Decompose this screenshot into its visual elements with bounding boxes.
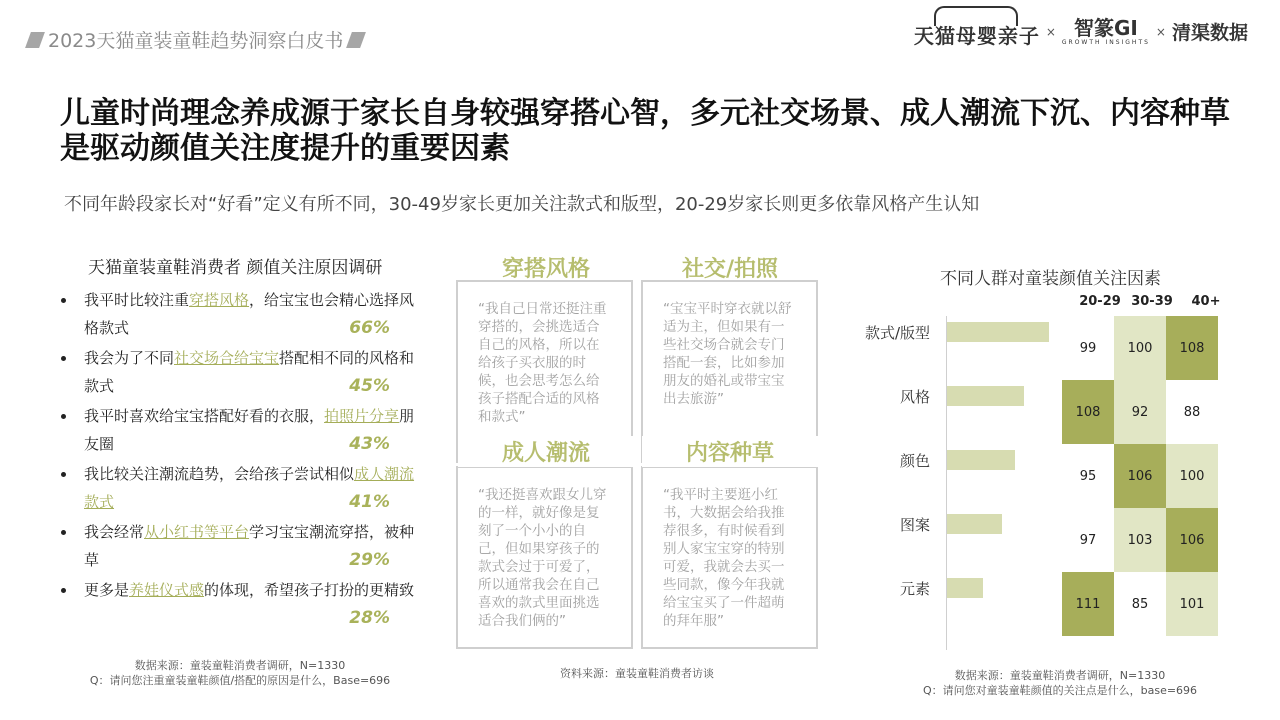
row-label: 图案: [899, 516, 930, 534]
list-item: [58, 460, 418, 518]
row-label: 元素: [899, 580, 930, 598]
chart-axis: [946, 316, 947, 650]
quote-box-social: “宝宝平时穿衣就以舒适为主，但如果有一些社交场合就会专门搭配一套，比如参加朋友的婚礼或带宝宝出去旅游”: [641, 280, 818, 463]
value-cell: 106: [1166, 508, 1218, 572]
factor-bar: [947, 322, 1049, 342]
quote-box-style: “我自己日常还挺注重穿搭的，会挑选适合自己的风格，所以在给孩子买衣服的时候，也会思考怎么给孩子搭配合适的风格和款式”: [456, 280, 633, 463]
source-line: Q：请问您注重童装童鞋颜值/搭配的原因是什么，Base=696: [89, 674, 391, 687]
value-cell: 106: [1114, 444, 1166, 508]
right-source: [895, 668, 1225, 698]
factor-bar: [947, 450, 1015, 470]
value-cell: 100: [1166, 444, 1218, 508]
value-cell: 97: [1062, 508, 1114, 572]
quote-head-content: 内容种草: [642, 436, 818, 467]
item-highlight: 从小红书等平台: [144, 523, 250, 541]
item-text: 朋友圈: [84, 407, 415, 453]
source-line: 数据来源：童装童鞋消费者调研，N=1330: [954, 669, 1166, 682]
zhishu-logo-text: 智篆GI: [1073, 15, 1138, 40]
quote-box-trend: “我还挺喜欢跟女儿穿的一样，就好像是复刻了一个小小的自己，但如果穿孩子的款式会过于可爱了，所以通常我会在自己喜欢的款式里面挑选适合我们俩的”: [456, 466, 633, 649]
value-cell: 103: [1114, 508, 1166, 572]
row-label: 风格: [899, 388, 930, 406]
chart-title: 不同人群对童装颜值关注因素: [940, 269, 1161, 289]
factor-bar: [947, 386, 1024, 406]
list-item: [58, 286, 418, 344]
quote-head-style: 穿搭风格: [501, 257, 590, 282]
survey-title: 天猫童装童鞋消费者 颜值关注原因调研: [88, 258, 383, 278]
list-item: [58, 402, 418, 460]
factor-bar: [947, 578, 983, 598]
page-title: 儿童时尚理念养成源于家长自身较强穿搭心智，多元社交场景、成人潮流下沉、内容种草是驱动颜值关注度提升的重要因素: [60, 96, 1230, 166]
report-title: 2023天猫童装童鞋趋势洞察白皮书: [48, 30, 344, 52]
bullet-icon: [61, 298, 66, 303]
tmall-logo-text: 天猫母婴亲子: [913, 24, 1040, 48]
item-text: 学习宝宝潮流穿搭，被种草: [84, 523, 415, 569]
item-text: 更多是: [84, 581, 130, 599]
item-percent: 29%: [349, 550, 390, 570]
brand-separator: ×: [1045, 24, 1056, 39]
value-cell: 85: [1114, 572, 1166, 636]
item-highlight: 拍照片分享: [324, 407, 400, 425]
quotes-source: 资料来源：童装童鞋消费者访谈: [560, 667, 714, 680]
value-cell: 101: [1166, 572, 1218, 636]
item-percent: 66%: [349, 318, 390, 338]
row-label: 款式/版型: [864, 324, 930, 342]
column-header: 40+: [1191, 294, 1221, 309]
item-text: 我会为了不同: [84, 349, 175, 367]
brand-separator: ×: [1155, 24, 1166, 39]
quote-head-trend: 成人潮流: [458, 436, 634, 467]
quote-head-social: 社交/拍照: [681, 257, 779, 282]
tmall-cat-icon: [934, 6, 1018, 26]
item-percent: 41%: [349, 492, 390, 512]
item-percent: 45%: [349, 376, 390, 396]
item-text: 我会经常: [84, 523, 145, 541]
value-cell: 88: [1166, 380, 1218, 444]
item-highlight: 穿搭风格: [189, 291, 250, 309]
factor-bar: [947, 514, 1002, 534]
item-percent: 28%: [349, 608, 390, 628]
page-subtitle: 不同年龄段家长对“好看”定义有所不同，30-49岁家长更加关注款式和版型，20-29岁家长则更多依靠风格产生认知: [64, 194, 980, 215]
bullet-icon: [61, 472, 66, 477]
item-text: 的体现，希望孩子打扮的更精致: [204, 581, 415, 599]
item-text: 我平时喜欢给宝宝搭配好看的衣服，: [84, 407, 325, 425]
item-highlight: 成人潮流款式: [84, 465, 415, 511]
tmall-logo: [914, 14, 1040, 49]
bullet-icon: [61, 356, 66, 361]
reason-list: [58, 286, 418, 634]
source-line: 数据来源：童装童鞋消费者调研，N=1330: [134, 659, 346, 672]
list-item: [58, 344, 418, 402]
report-tag: [28, 26, 363, 53]
quote-box-content: “我平时主要逛小红书，大数据会给我推荐很多，有时候看到别人家宝宝穿的特别可爱，我就会去买一些同款，像今年我就给宝宝买了一件超萌的拜年服”: [641, 466, 818, 649]
value-cell: 99: [1062, 316, 1114, 380]
item-text: 我比较关注潮流趋势，会给孩子尝试相似: [84, 465, 355, 483]
item-highlight: 养娃仪式感: [129, 581, 205, 599]
zhishu-logo-sub: GROWTH INSIGHTS: [1061, 38, 1150, 46]
row-label: 颜色: [899, 452, 930, 470]
item-percent: 43%: [349, 434, 390, 454]
qingqu-logo: 清渠数据: [1171, 22, 1248, 44]
left-source: [75, 658, 405, 688]
bullet-icon: [61, 414, 66, 419]
bullet-icon: [61, 530, 66, 535]
item-text: ，给宝宝也会精心选择风格款式: [84, 291, 415, 337]
item-text: 搭配相不同的风格和款式: [84, 349, 415, 395]
zhishu-logo: [1061, 15, 1150, 46]
list-item: [58, 576, 418, 634]
source-line: Q：请问您对童装童鞋颜值的关注点是什么，base=696: [922, 684, 1198, 697]
slash-decoration: [346, 32, 366, 48]
value-cell: 92: [1114, 380, 1166, 444]
column-header: 20-29: [1079, 294, 1121, 309]
bullet-icon: [61, 588, 66, 593]
value-cell: 100: [1114, 316, 1166, 380]
brand-logos: [914, 14, 1248, 49]
value-cell: 108: [1166, 316, 1218, 380]
value-cell: 95: [1062, 444, 1114, 508]
column-header: 30-39: [1131, 294, 1173, 309]
list-item: [58, 518, 418, 576]
value-cell: 108: [1062, 380, 1114, 444]
value-cell: 111: [1062, 572, 1114, 636]
item-text: 我平时比较注重: [84, 291, 190, 309]
item-highlight: 社交场合给宝宝: [174, 349, 280, 367]
slash-decoration: [25, 32, 45, 48]
